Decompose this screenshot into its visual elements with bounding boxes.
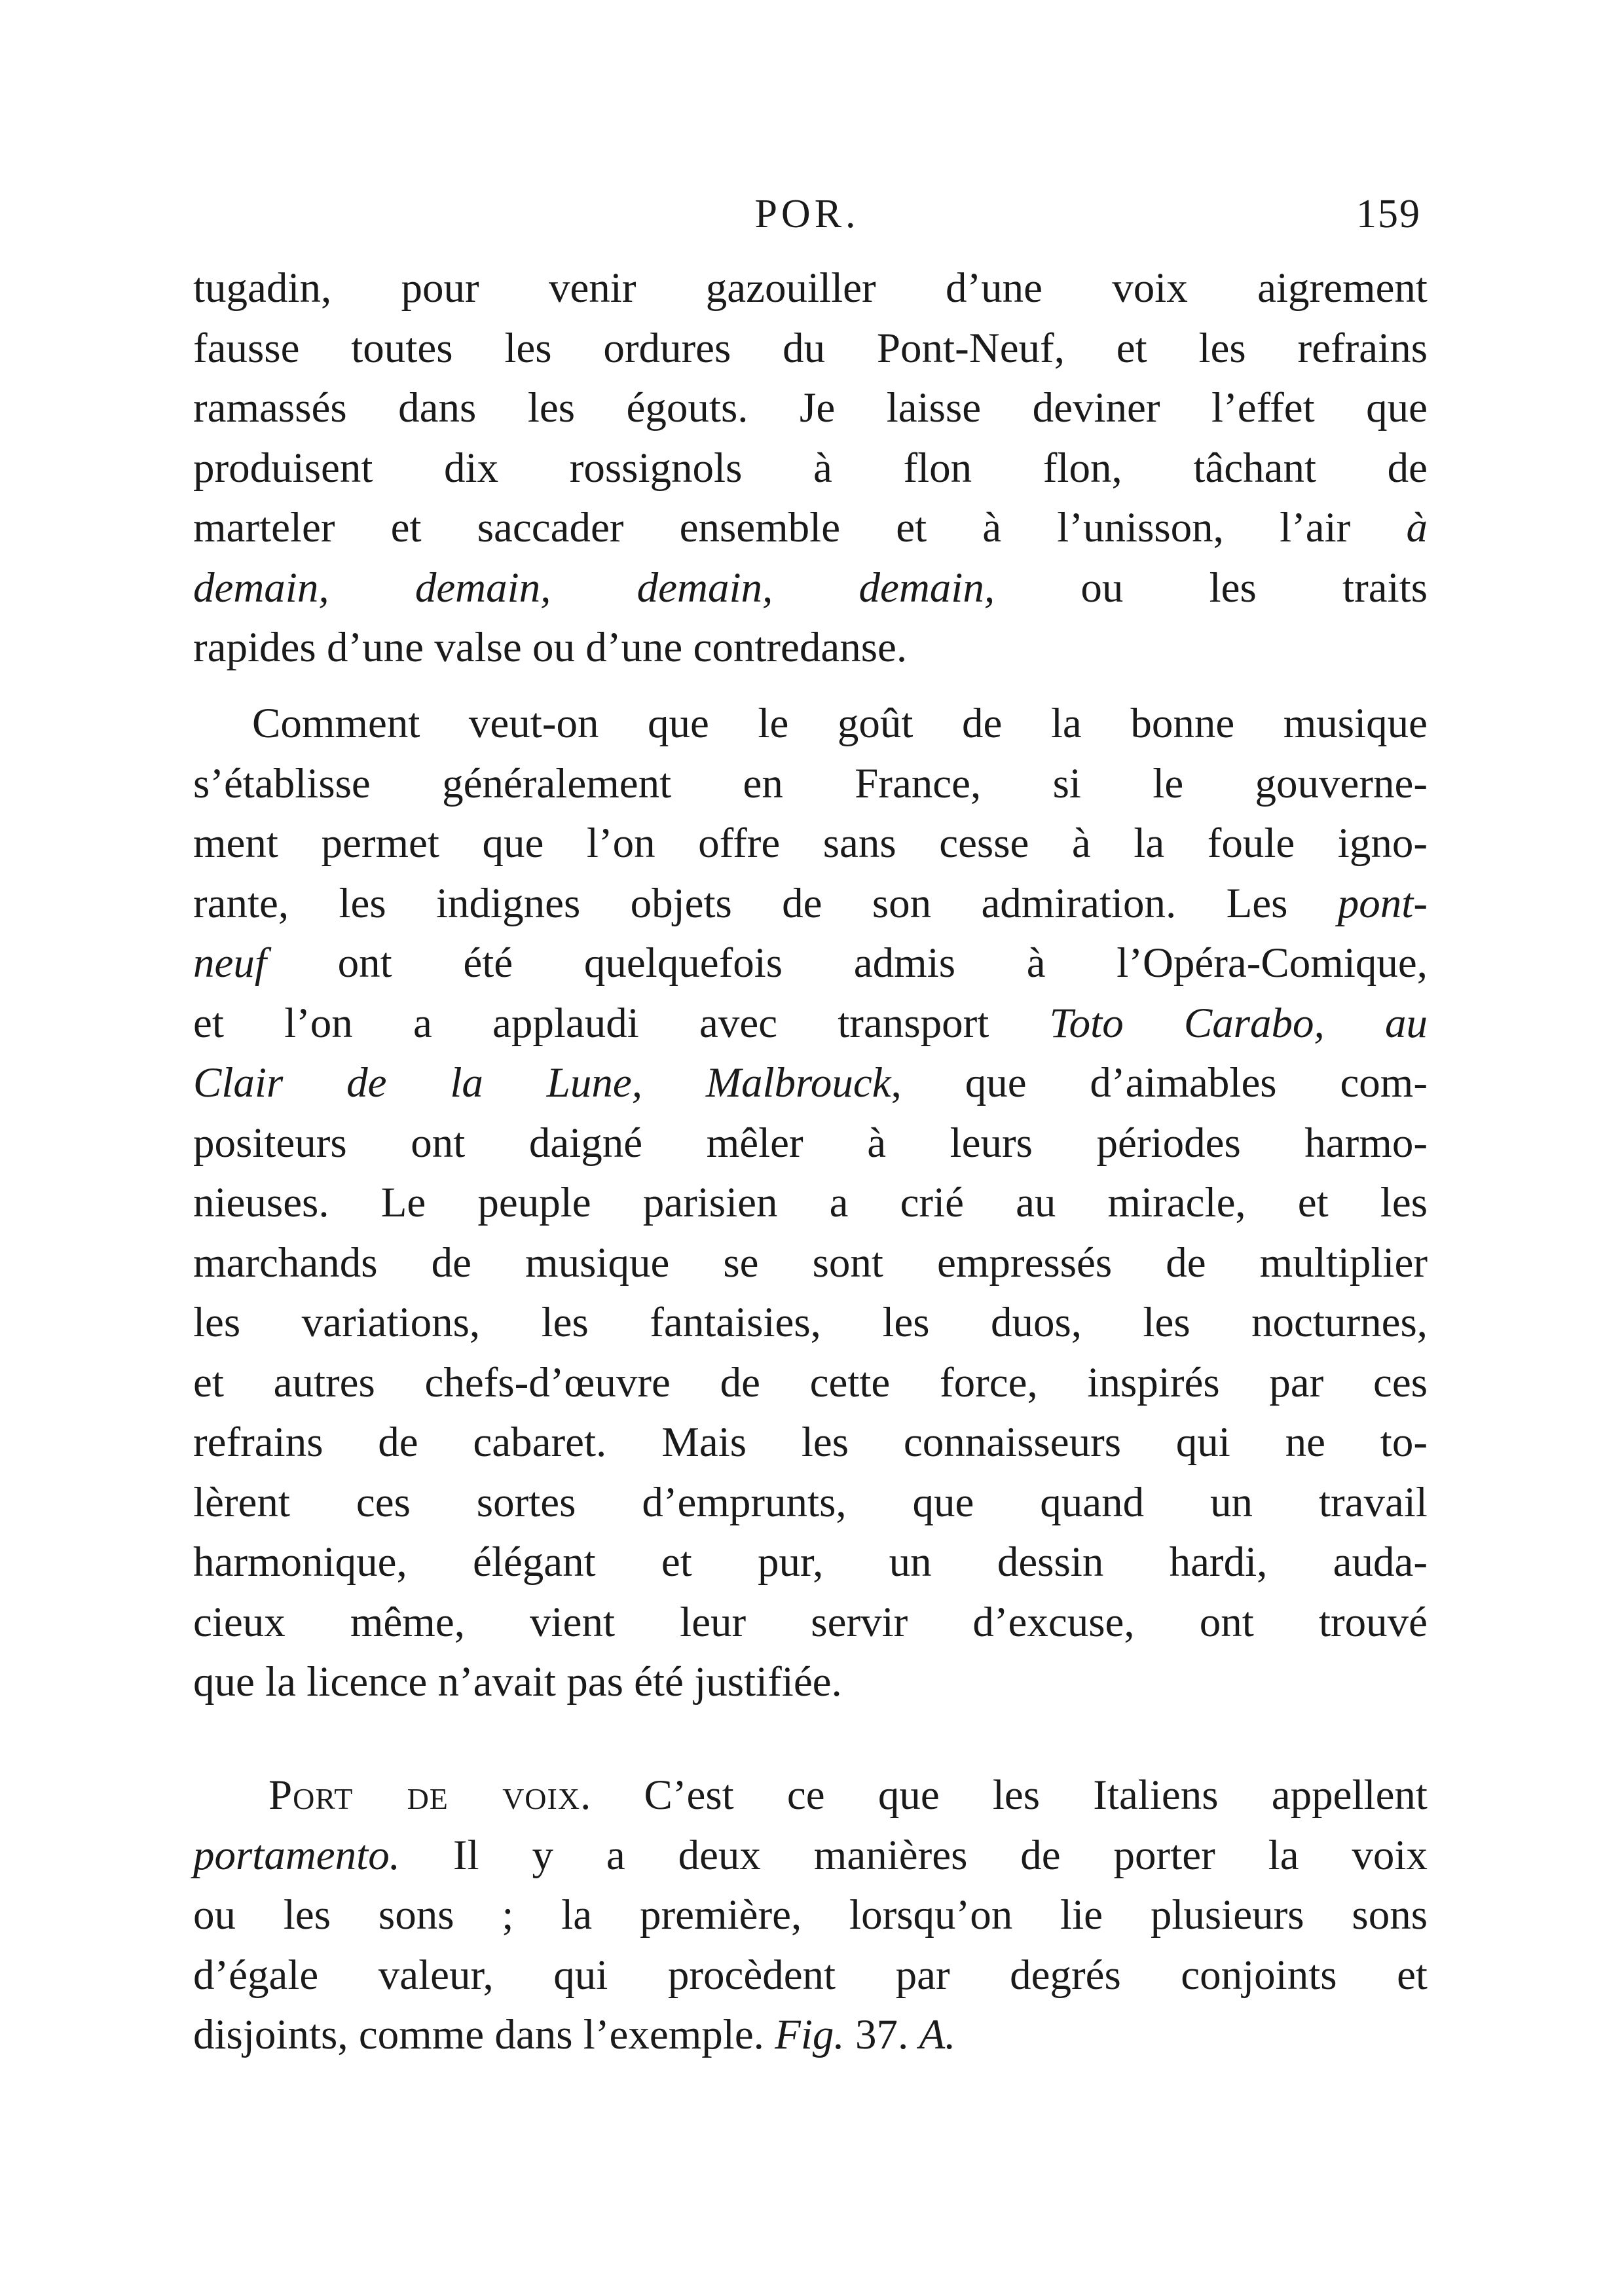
text-segment: rante, les indignes objets de son admiration. Les bbox=[193, 879, 1338, 927]
text-segment: Il y a deux manières de porter la voix bbox=[399, 1831, 1428, 1879]
running-head bbox=[193, 185, 1421, 244]
text-line bbox=[193, 754, 1428, 814]
italic-text: Clair de la Lune, Malbrouck bbox=[193, 1059, 891, 1106]
text-segment: 37. bbox=[844, 2011, 919, 2058]
running-title: POR. bbox=[754, 192, 860, 236]
text-segment: marchands de musique se sont empressés de multiplier bbox=[193, 1239, 1428, 1286]
text-line bbox=[193, 498, 1428, 558]
text-segment: , que d’aimables com- bbox=[891, 1059, 1428, 1106]
text-line bbox=[193, 618, 1428, 678]
paragraph-2 bbox=[193, 694, 1428, 1713]
text-segment: nieuses. Le peuple parisien a crié au miracle, et les bbox=[193, 1179, 1428, 1226]
text-line bbox=[193, 259, 1428, 319]
italic-text: A. bbox=[919, 2011, 956, 2058]
text-line bbox=[193, 439, 1428, 499]
italic-text: Toto Carabo, au bbox=[1049, 999, 1428, 1047]
text-segment: lèrent ces sortes d’emprunts, que quand un travail bbox=[193, 1478, 1428, 1526]
text-segment: et l’on a applaudi avec transport bbox=[193, 999, 1050, 1047]
text-line bbox=[193, 1946, 1428, 2006]
text-line bbox=[193, 1886, 1428, 1946]
small-caps-heading: Port de voix bbox=[268, 1772, 581, 1819]
text-line bbox=[193, 2005, 1428, 2066]
text-segment: positeurs ont daigné mêler à leurs périodes harmo- bbox=[193, 1119, 1428, 1167]
paragraph-1 bbox=[193, 259, 1428, 678]
text-line bbox=[193, 1114, 1428, 1174]
text-segment: les variations, les fantaisies, les duos, les nocturnes, bbox=[193, 1299, 1428, 1346]
text-segment: ont été quelquefois admis à l’Opéra-Comique, bbox=[266, 939, 1428, 987]
text-line bbox=[193, 558, 1428, 619]
text-line bbox=[193, 1593, 1428, 1653]
text-line bbox=[193, 1652, 1428, 1713]
text-line bbox=[193, 814, 1428, 874]
text-segment: rapides d’une valse ou d’une contredanse. bbox=[193, 624, 908, 671]
italic-text: à bbox=[1406, 504, 1428, 551]
paragraph-3-port-de-voix bbox=[193, 1766, 1428, 2066]
text-line bbox=[193, 874, 1428, 934]
text-segment: cieux même, vient leur servir d’excuse, ont trouvé bbox=[193, 1598, 1428, 1646]
italic-text: pont- bbox=[1337, 879, 1428, 927]
text-segment: ou les sons ; la première, lorsqu’on lie plusieurs sons bbox=[193, 1891, 1428, 1939]
text-line bbox=[193, 1233, 1428, 1294]
text-segment: disjoints, comme dans l’exemple. bbox=[193, 2011, 775, 2058]
text-line bbox=[193, 1766, 1428, 1826]
text-line bbox=[193, 378, 1428, 439]
text-segment: produisent dix rossignols à flon flon, tâchant de bbox=[193, 444, 1428, 492]
text-segment: que la licence n’avait pas été justifiée. bbox=[193, 1658, 842, 1705]
text-segment: ou les traits bbox=[995, 564, 1428, 611]
text-segment: fausse toutes les ordures du Pont-Neuf, et les refrains bbox=[193, 324, 1428, 372]
text-line bbox=[193, 1413, 1428, 1473]
text-line bbox=[193, 1826, 1428, 1886]
text-line bbox=[193, 1533, 1428, 1593]
text-segment: refrains de cabaret. Mais les connaisseurs qui ne to- bbox=[193, 1419, 1428, 1466]
text-line bbox=[193, 934, 1428, 994]
italic-text: Fig. bbox=[775, 2011, 845, 2058]
text-line bbox=[193, 694, 1428, 754]
text-segment: ment permet que l’on offre sans cesse à la foule igno- bbox=[193, 820, 1428, 867]
text-segment: s’établisse généralement en France, si le gouverne- bbox=[193, 759, 1428, 807]
text-line bbox=[193, 994, 1428, 1054]
text-line bbox=[193, 1353, 1428, 1413]
italic-text: neuf bbox=[193, 939, 267, 987]
text-segment: tugadin, pour venir gazouiller d’une voix aigrement bbox=[193, 264, 1428, 312]
text-line bbox=[193, 1173, 1428, 1233]
text-line bbox=[193, 319, 1428, 379]
text-line bbox=[193, 1293, 1428, 1353]
italic-text: portamento. bbox=[193, 1831, 400, 1879]
text-segment: harmonique, élégant et pur, un dessin hardi, auda- bbox=[193, 1539, 1428, 1586]
text-segment: Comment veut-on que le goût de la bonne musique bbox=[252, 700, 1428, 747]
text-line bbox=[193, 1053, 1428, 1114]
text-segment: marteler et saccader ensemble et à l’unisson, l’air bbox=[193, 504, 1407, 551]
text-segment: . C’est ce que les Italiens appellent bbox=[580, 1772, 1428, 1819]
text-line bbox=[193, 1473, 1428, 1533]
page-number: 159 bbox=[1356, 192, 1421, 236]
text-segment: d’égale valeur, qui procèdent par degrés conjoints et bbox=[193, 1951, 1428, 1999]
text-segment: ramassés dans les égouts. Je laisse deviner l’effet que bbox=[193, 384, 1428, 431]
italic-text: demain, demain, demain, demain, bbox=[193, 564, 995, 611]
text-segment: et autres chefs-d’œuvre de cette force, inspirés par ces bbox=[193, 1358, 1428, 1406]
